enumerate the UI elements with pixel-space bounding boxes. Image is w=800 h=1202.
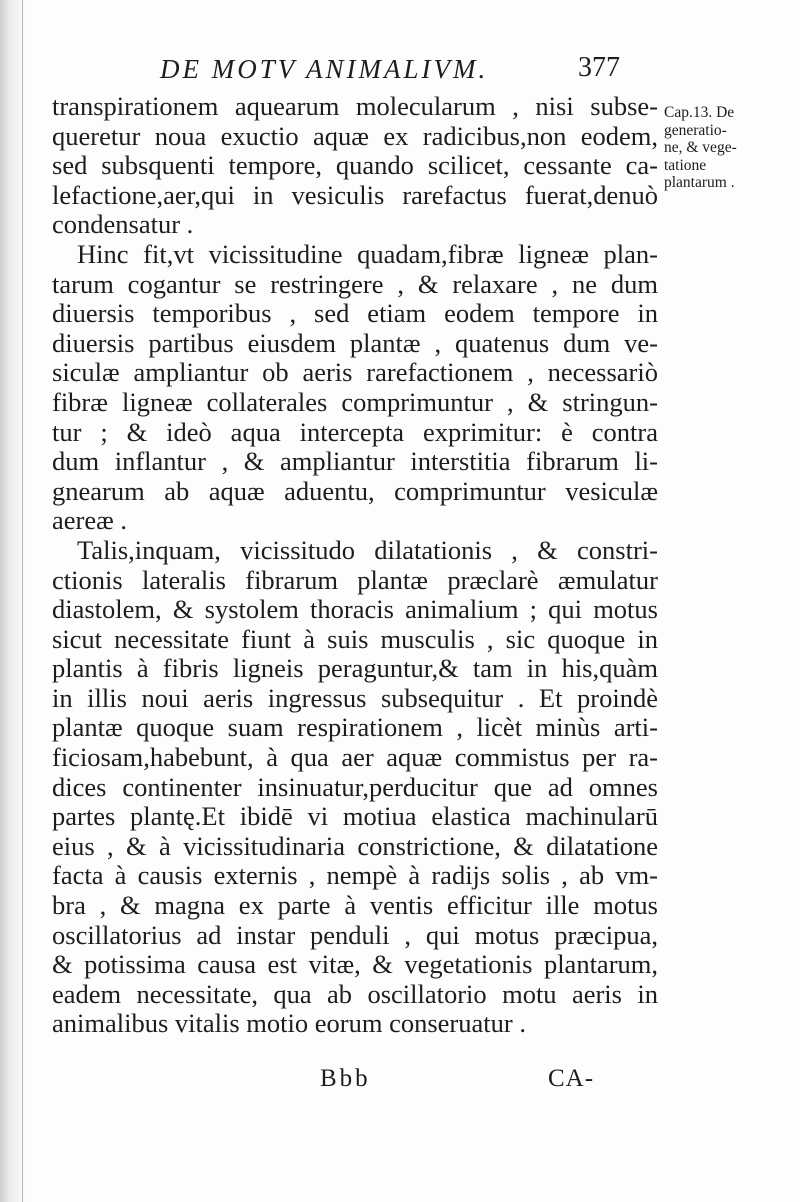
text-line: Hinc fit,vt vicissitudine quadam,fibræ ligneæ plan- xyxy=(77,238,658,269)
text-line: gnearum ab aquæ aduentu, comprimuntur vesiculæ xyxy=(52,475,658,506)
marginal-note-line: ne, & vege- xyxy=(664,139,737,156)
text-line: tarum cogantur se restringere , & relaxare , ne dum xyxy=(52,268,658,299)
text-line: tur ; & ideò aqua intercepta exprimitur: è contra xyxy=(52,416,658,447)
main-text xyxy=(52,92,658,1039)
text-line: dum inflantur , & ampliantur interstitia fibrarum li- xyxy=(52,446,658,477)
text-line: dices continenter insinuatur,perducitur que ad omnes xyxy=(52,771,658,802)
text-line: Talis,inquam, vicissitudo dilatationis , & constri- xyxy=(77,534,658,565)
text-line: bra , & magna ex parte à ventis efficitur ille motus xyxy=(52,890,658,921)
gutter-edge xyxy=(22,0,23,1202)
text-line: animalibus vitalis motio eorum conseruatur . xyxy=(52,1008,526,1039)
marginal-note-line: generatio- xyxy=(664,121,727,139)
text-line: diuersis partibus eiusdem plantæ , quatenus dum ve- xyxy=(52,327,658,358)
marginal-note-line: plantarum . xyxy=(664,174,735,191)
text-line: plantis à fibris ligneis peraguntur,& tam in his,quàm xyxy=(52,653,658,684)
marginal-note-line: Cap.13. De xyxy=(664,104,735,121)
marginal-note-line: tatione xyxy=(664,156,707,174)
marginal-note xyxy=(664,104,794,192)
text-line: oscillatorius ad instar penduli , qui motus præcipua, xyxy=(52,919,658,950)
page-footer xyxy=(320,1065,630,1101)
text-line: in illis noui aeris ingressus subsequitur . Et proindè xyxy=(52,682,658,713)
text-line: queretur noua exuctio aquæ ex radicibus,non eodem, xyxy=(52,120,658,151)
text-line: partes plantę.Et ibidē vi motiua elastica machinularū xyxy=(52,801,658,832)
text-line: fibræ ligneæ collaterales comprimuntur , & stringun- xyxy=(52,386,658,417)
running-title: DE MOTV ANIMALIVM. xyxy=(160,54,489,84)
text-line: aereæ . xyxy=(52,505,128,536)
text-line: diuersis temporibus , sed etiam eodem tempore in xyxy=(52,298,658,329)
text-line: ficiosam,habebunt, à qua aer aquæ commistus per ra- xyxy=(52,742,658,773)
text-line: eius , & à vicissitudinaria constrictione, & dilatatione xyxy=(52,830,658,861)
text-line: condensatur . xyxy=(52,209,194,240)
text-line: ctionis lateralis fibrarum plantæ præclarè æmulatur xyxy=(52,564,658,595)
text-line: lefactione,aer,qui in vesiculis rarefactus fuerat,denuò xyxy=(52,179,658,210)
page-number: 377 xyxy=(578,52,620,83)
page-header xyxy=(160,52,630,92)
text-line: eadem necessitate, qua ab oscillatorio motu aeris in xyxy=(52,978,658,1009)
text-line: sed subsquenti tempore, quando scilicet, cessante ca- xyxy=(52,150,658,181)
text-line: diastolem, & systolem thoracis animalium ; qui motus xyxy=(52,594,658,625)
text-line: & potissima causa est vitæ, & vegetationis plantarum, xyxy=(52,949,658,980)
signature-mark: Bbb xyxy=(320,1065,371,1092)
text-line: plantæ quoque suam respirationem , licèt minùs arti- xyxy=(52,712,658,743)
text-line: facta à causis externis , nempè à radijs solis , ab vm- xyxy=(52,860,658,891)
text-line: sicut necessitate fiunt à suis musculis , sic quoque in xyxy=(52,623,658,654)
text-line: siculæ ampliantur ob aeris rarefactionem , necessariò xyxy=(52,357,658,388)
catchword: CA- xyxy=(548,1065,595,1092)
text-line: transpirationem aquearum molecularum , nisi subse- xyxy=(52,91,658,121)
